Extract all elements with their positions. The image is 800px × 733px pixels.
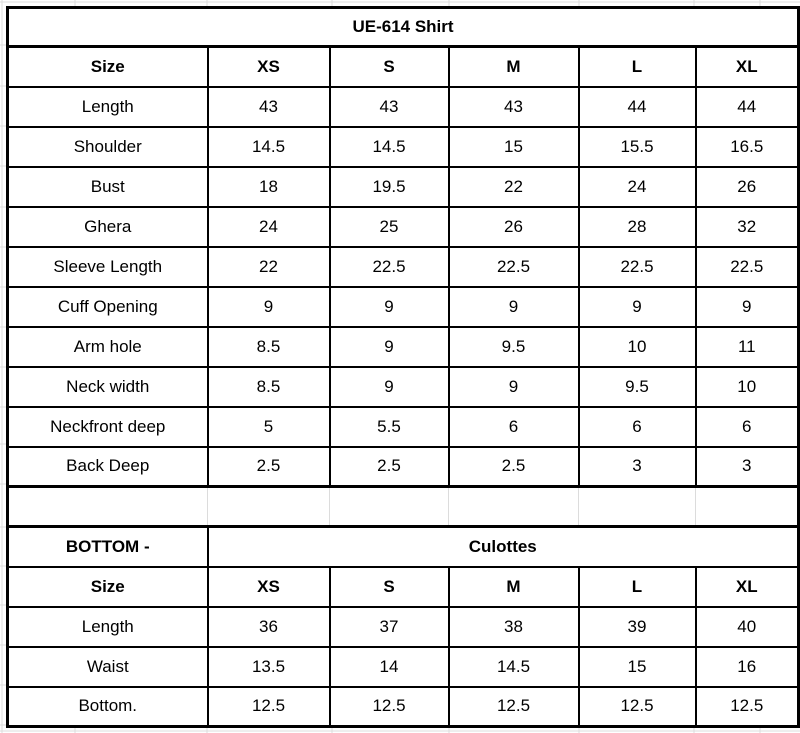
size-value: 40 xyxy=(696,607,799,647)
row-label: Bottom. xyxy=(8,687,208,727)
empty-cell xyxy=(449,487,579,527)
size-value: 15.5 xyxy=(579,127,696,167)
size-value: 9 xyxy=(449,287,579,327)
bottom-table-title: Culottes xyxy=(208,527,799,567)
size-value: 9.5 xyxy=(579,367,696,407)
size-value: 8.5 xyxy=(208,327,330,367)
table-row xyxy=(8,567,799,607)
size-header-s: S xyxy=(330,567,449,607)
size-header-xl: XL xyxy=(696,47,799,87)
table-row xyxy=(8,47,799,87)
table-row xyxy=(8,647,799,687)
size-value: 12.5 xyxy=(449,687,579,727)
table-row xyxy=(8,127,799,167)
table-row xyxy=(8,167,799,207)
size-value: 15 xyxy=(579,647,696,687)
row-label: Ghera xyxy=(8,207,208,247)
size-value: 9.5 xyxy=(449,327,579,367)
size-value: 24 xyxy=(208,207,330,247)
size-value: 37 xyxy=(330,607,449,647)
size-value: 14.5 xyxy=(330,127,449,167)
size-value: 14.5 xyxy=(208,127,330,167)
size-value: 6 xyxy=(696,407,799,447)
empty-cell xyxy=(208,487,330,527)
size-column-header: Size xyxy=(8,47,208,87)
size-value: 36 xyxy=(208,607,330,647)
size-value: 19.5 xyxy=(330,167,449,207)
size-value: 6 xyxy=(579,407,696,447)
size-value: 2.5 xyxy=(449,447,579,487)
size-value: 9 xyxy=(696,287,799,327)
size-value: 9 xyxy=(449,367,579,407)
size-value: 22.5 xyxy=(579,247,696,287)
size-value: 26 xyxy=(696,167,799,207)
size-value: 16.5 xyxy=(696,127,799,167)
size-header-l: L xyxy=(579,567,696,607)
size-header-m: M xyxy=(449,567,579,607)
row-label: Back Deep xyxy=(8,447,208,487)
size-value: 12.5 xyxy=(208,687,330,727)
size-value: 22 xyxy=(208,247,330,287)
size-value: 9 xyxy=(330,287,449,327)
size-value: 22 xyxy=(449,167,579,207)
size-value: 10 xyxy=(696,367,799,407)
size-value: 14 xyxy=(330,647,449,687)
size-value: 26 xyxy=(449,207,579,247)
size-value: 12.5 xyxy=(330,687,449,727)
size-value: 6 xyxy=(449,407,579,447)
size-header-l: L xyxy=(579,47,696,87)
table-row xyxy=(8,207,799,247)
table-row xyxy=(8,687,799,727)
size-header-xs: XS xyxy=(208,47,330,87)
row-label: Length xyxy=(8,87,208,127)
size-value: 9 xyxy=(330,327,449,367)
size-value: 5 xyxy=(208,407,330,447)
size-value: 24 xyxy=(579,167,696,207)
size-value: 3 xyxy=(579,447,696,487)
table-row xyxy=(8,247,799,287)
bottom-category-label: BOTTOM - xyxy=(8,527,208,567)
size-header-xs: XS xyxy=(208,567,330,607)
row-label: Waist xyxy=(8,647,208,687)
table-row xyxy=(8,87,799,127)
size-value: 44 xyxy=(579,87,696,127)
table-row xyxy=(8,407,799,447)
size-value: 43 xyxy=(449,87,579,127)
table-row xyxy=(8,327,799,367)
table-row xyxy=(8,527,799,567)
size-value: 38 xyxy=(449,607,579,647)
size-value: 32 xyxy=(696,207,799,247)
row-label: Sleeve Length xyxy=(8,247,208,287)
size-value: 15 xyxy=(449,127,579,167)
row-label: Neckfront deep xyxy=(8,407,208,447)
size-value: 18 xyxy=(208,167,330,207)
size-value: 13.5 xyxy=(208,647,330,687)
table-row xyxy=(8,607,799,647)
size-column-header: Size xyxy=(8,567,208,607)
size-value: 43 xyxy=(330,87,449,127)
size-header-s: S xyxy=(330,47,449,87)
size-value: 9 xyxy=(330,367,449,407)
shirt-table-title: UE-614 Shirt xyxy=(8,8,799,47)
table-row xyxy=(8,367,799,407)
size-value: 11 xyxy=(696,327,799,367)
size-value: 2.5 xyxy=(330,447,449,487)
size-value: 44 xyxy=(696,87,799,127)
row-label: Length xyxy=(8,607,208,647)
size-value: 12.5 xyxy=(696,687,799,727)
size-value: 43 xyxy=(208,87,330,127)
row-label: Bust xyxy=(8,167,208,207)
size-value: 12.5 xyxy=(579,687,696,727)
size-value: 9 xyxy=(208,287,330,327)
empty-cell xyxy=(330,487,449,527)
table-row xyxy=(8,447,799,487)
size-chart-table xyxy=(6,6,800,728)
size-value: 2.5 xyxy=(208,447,330,487)
empty-cell xyxy=(696,487,799,527)
size-value: 22.5 xyxy=(330,247,449,287)
row-label: Cuff Opening xyxy=(8,287,208,327)
empty-cell xyxy=(8,487,208,527)
row-label: Arm hole xyxy=(8,327,208,367)
size-value: 3 xyxy=(696,447,799,487)
size-value: 22.5 xyxy=(449,247,579,287)
size-value: 14.5 xyxy=(449,647,579,687)
row-label: Shoulder xyxy=(8,127,208,167)
table-row xyxy=(8,287,799,327)
row-label: Neck width xyxy=(8,367,208,407)
size-value: 25 xyxy=(330,207,449,247)
empty-cell xyxy=(579,487,696,527)
spacer-row xyxy=(8,487,799,527)
size-header-xl: XL xyxy=(696,567,799,607)
size-value: 10 xyxy=(579,327,696,367)
size-value: 8.5 xyxy=(208,367,330,407)
size-value: 22.5 xyxy=(696,247,799,287)
size-value: 39 xyxy=(579,607,696,647)
size-header-m: M xyxy=(449,47,579,87)
size-value: 9 xyxy=(579,287,696,327)
size-value: 5.5 xyxy=(330,407,449,447)
size-value: 16 xyxy=(696,647,799,687)
size-value: 28 xyxy=(579,207,696,247)
table-row xyxy=(8,8,799,47)
